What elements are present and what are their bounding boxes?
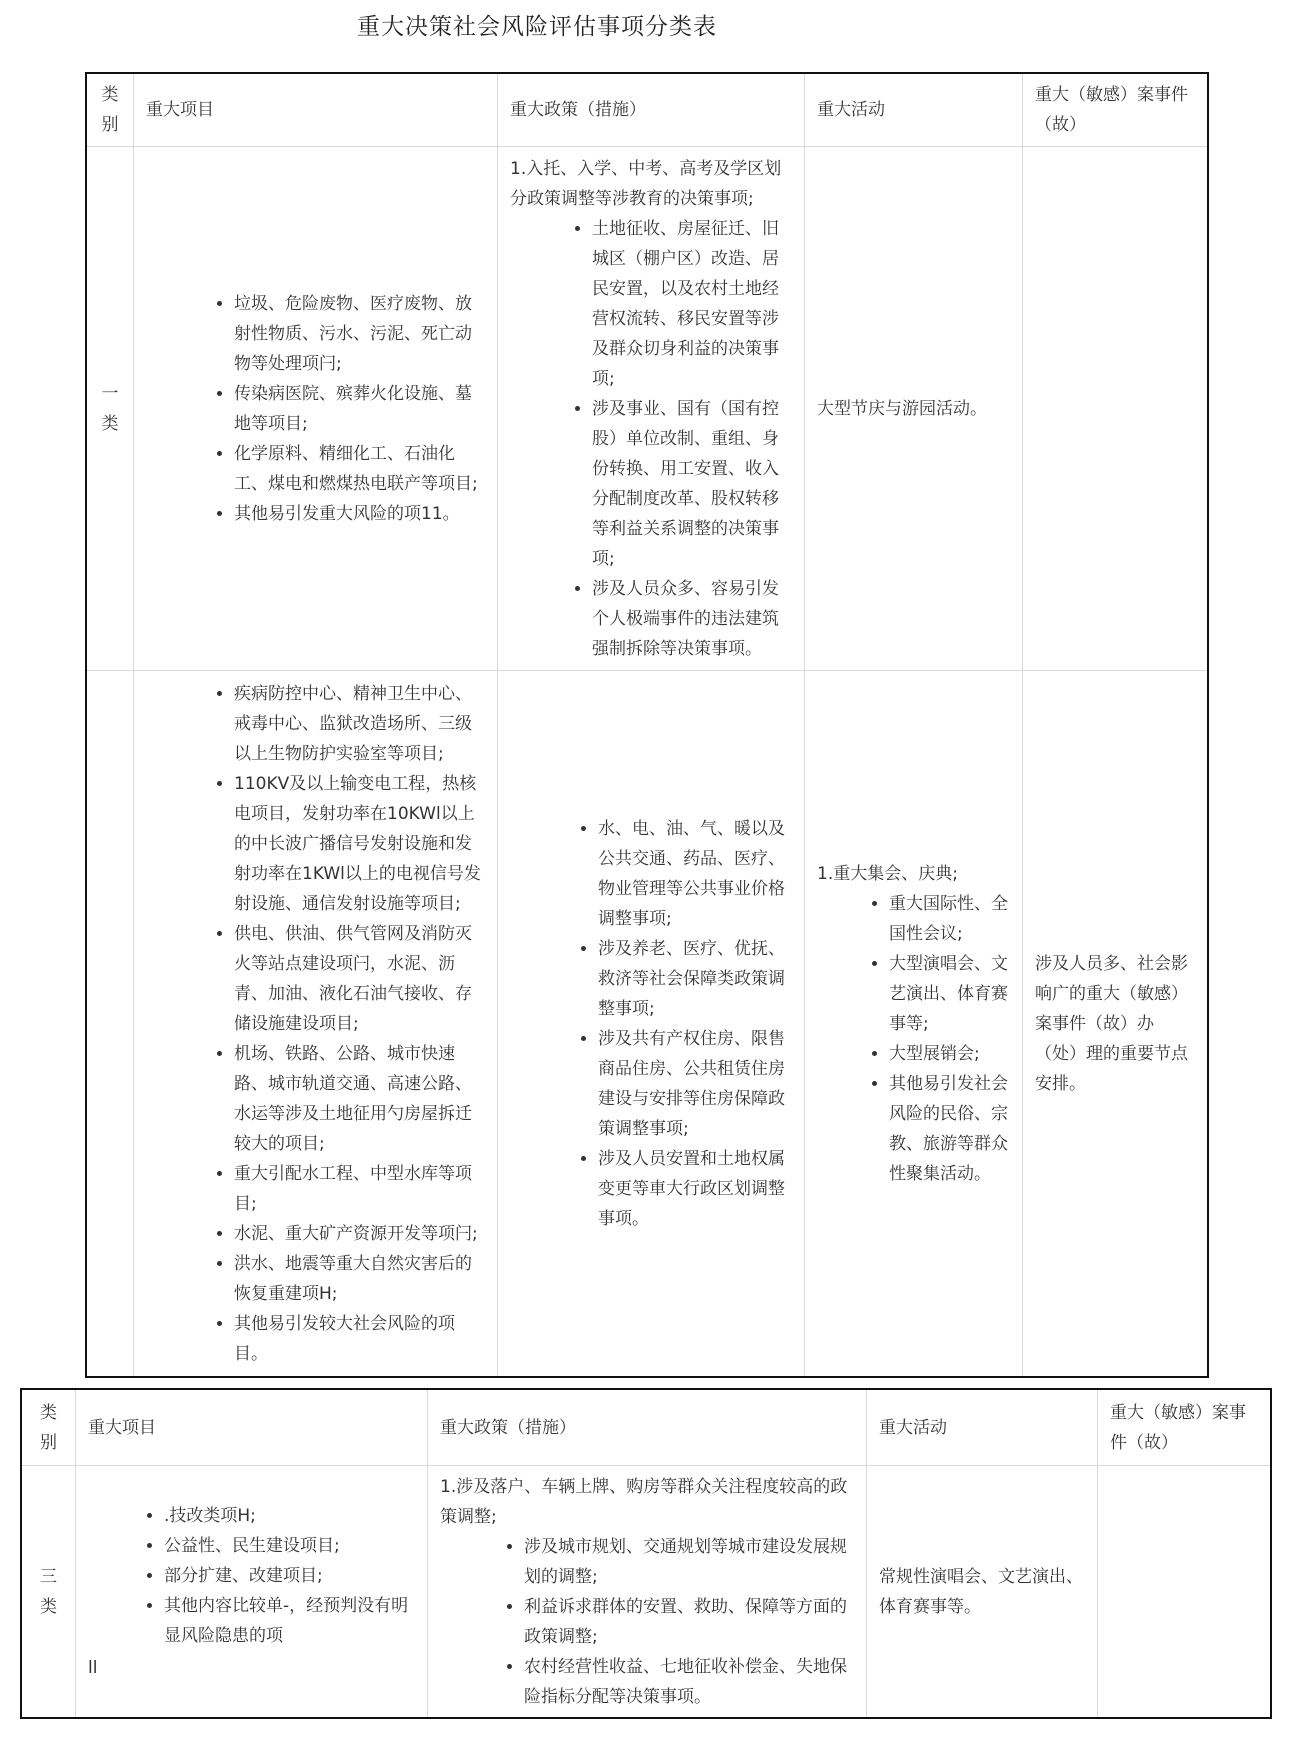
class3-row: [22, 1466, 1271, 1718]
header-projects: 重大项目: [76, 1390, 428, 1466]
header-projects: 重大项目: [134, 74, 498, 147]
class3-cases: [1098, 1466, 1271, 1718]
list-item: • 其他易引发社会风险的民俗、宗教、旅游等群众性聚集活动。: [889, 1069, 1010, 1189]
header-row: [22, 1390, 1271, 1466]
list-item: • 垃圾、危险废物、医疗废物、放射性物质、污水、污泥、死亡动物等处理项闩;: [234, 289, 485, 379]
list-item: • 涉及共有产权住房、限售商品住房、公共租赁住房建设与安排等住房保障政策调整事项;: [598, 1024, 792, 1144]
list-item: • 部分扩建、改建项目;: [164, 1561, 415, 1591]
list-item: • 涉及人员众多、容易引发个人极端事件的违法建筑强制拆除等决策事项。: [592, 574, 792, 664]
list-item: • 水、电、油、气、暖以及公共交通、药品、医疗、物业管理等公共事业价格调整事项;: [598, 814, 792, 934]
header-activities: 重大活动: [805, 74, 1023, 147]
list-item: • 水泥、重大矿产资源开发等项闩;: [234, 1219, 485, 1249]
list-item: • 传染病医院、殡葬火化设施、墓地等项目;: [234, 379, 485, 439]
class3-activities: 常规性演唱会、文艺演出、体育赛事等。: [867, 1466, 1098, 1718]
list-item: • 涉及城市规划、交通规划等城市建设发展规划的调整;: [524, 1532, 854, 1592]
list-item: • 其他易引发较大社会风险的项目。: [234, 1309, 485, 1369]
header-cases: 重大（敏感）案事件（故）: [1098, 1390, 1271, 1466]
list-item: • 其他易引发重大风险的项11。: [234, 499, 485, 529]
class1-policies: [498, 147, 805, 671]
class3-category: 三类: [22, 1466, 76, 1718]
list-item: • 重大国际性、全国性会议;: [889, 889, 1010, 949]
class3-projects: [76, 1466, 428, 1718]
class2-category: [87, 671, 134, 1377]
list-item: • .技改类项H;: [164, 1501, 415, 1531]
class1-cases: [1023, 147, 1208, 671]
class2-cases: 涉及人员多、社会影响广的重大（敏感）案事件（故）办（处）理的重要节点安排。: [1023, 671, 1208, 1377]
header-category: 类别: [22, 1390, 76, 1466]
class2-policies: [498, 671, 805, 1377]
class1-activities: 大型节庆与游园活动。: [805, 147, 1023, 671]
header-policies: 重大政策（措施）: [498, 74, 805, 147]
list-item: • 110KV及以上输变电工程，热核电项目，发射功率在10KWl以上的中长波广播信号发射设施和发射功率在1KWl以上的电视信号发射设施、通信发射设施等项目;: [234, 769, 485, 919]
list-item: • 公益性、民生建设项目;: [164, 1531, 415, 1561]
class3-projects-tail: ll: [88, 1657, 98, 1678]
list-item: • 疾病防控中心、精神卫生中心、戒毒中心、监狱改造场所、三级以上生物防护实验室等项目;: [234, 679, 485, 769]
header-row: [87, 74, 1208, 147]
list-item: • 土地征收、房屋征迁、旧城区（棚户区）改造、居民安置，以及农村土地经营权流转、移民安置等涉及群众切身利益的决策事项;: [592, 214, 792, 394]
class1-category: 一类: [87, 147, 134, 671]
class3-policies-lead: 1.涉及落户、车辆上牌、购房等群众关注程度较高的政策调整;: [440, 1476, 848, 1527]
class1-row: [87, 147, 1208, 671]
document-title: 重大决策社会风险评估事项分类表: [357, 14, 717, 40]
list-item: • 化学原料、精细化工、石油化工、煤电和燃煤热电联产等项目;: [234, 439, 485, 499]
list-item: • 其他内容比较单-，经预判没有明显风险隐患的项: [164, 1591, 415, 1651]
list-item: • 大型演唱会、文艺演出、体育赛事等;: [889, 949, 1010, 1039]
header-activities: 重大活动: [867, 1390, 1098, 1466]
class2-activities: [805, 671, 1023, 1377]
header-policies: 重大政策（措施）: [428, 1390, 867, 1466]
list-item: • 涉及事业、国有（国有控股）单位改制、重组、身份转换、用工安置、收入分配制度改革、股权转移等利益关系调整的决策事项;: [592, 394, 792, 574]
class2-projects: [134, 671, 498, 1377]
classification-table-part-2: [21, 1389, 1271, 1718]
class2-activities-lead: 1.重大集会、庆典;: [817, 863, 958, 884]
list-item: • 洪水、地震等重大自然灾害后的恢复重建项H;: [234, 1249, 485, 1309]
list-item: • 重大引配水工程、中型水库等项目;: [234, 1159, 485, 1219]
class3-policies: [428, 1466, 867, 1718]
list-item: • 供电、供油、供气管网及消防灭火等站点建设项闩，水泥、沥青、加油、液化石油气接收、存储设施建设项目;: [234, 919, 485, 1039]
list-item: • 机场、铁路、公路、城市快速路、城市轨道交通、高速公路、水运等涉及土地征用勺房屋拆迁较大的项目;: [234, 1039, 485, 1159]
list-item: • 农村经营性收益、七地征收补偿金、失地保险指标分配等决策事项。: [524, 1652, 854, 1712]
class1-policies-lead: 1.入托、入学、中考、高考及学区划分政策调整等涉教育的决策事项;: [510, 158, 782, 209]
list-item: • 涉及人员安置和土地权属变更等車大行政区划调整事项。: [598, 1144, 792, 1234]
list-item: • 涉及养老、医疗、优抚、救济等社会保障类政策调整事项;: [598, 934, 792, 1024]
class2-row: [87, 671, 1208, 1377]
list-item: • 利益诉求群体的安置、救助、保障等方面的政策调整;: [524, 1592, 854, 1652]
class1-projects: [134, 147, 498, 671]
classification-table-part-1: [86, 73, 1208, 1377]
header-cases: 重大（敏感）案事件（故）: [1023, 74, 1208, 147]
header-category: 类别: [87, 74, 134, 147]
list-item: • 大型展销会;: [889, 1039, 1010, 1069]
